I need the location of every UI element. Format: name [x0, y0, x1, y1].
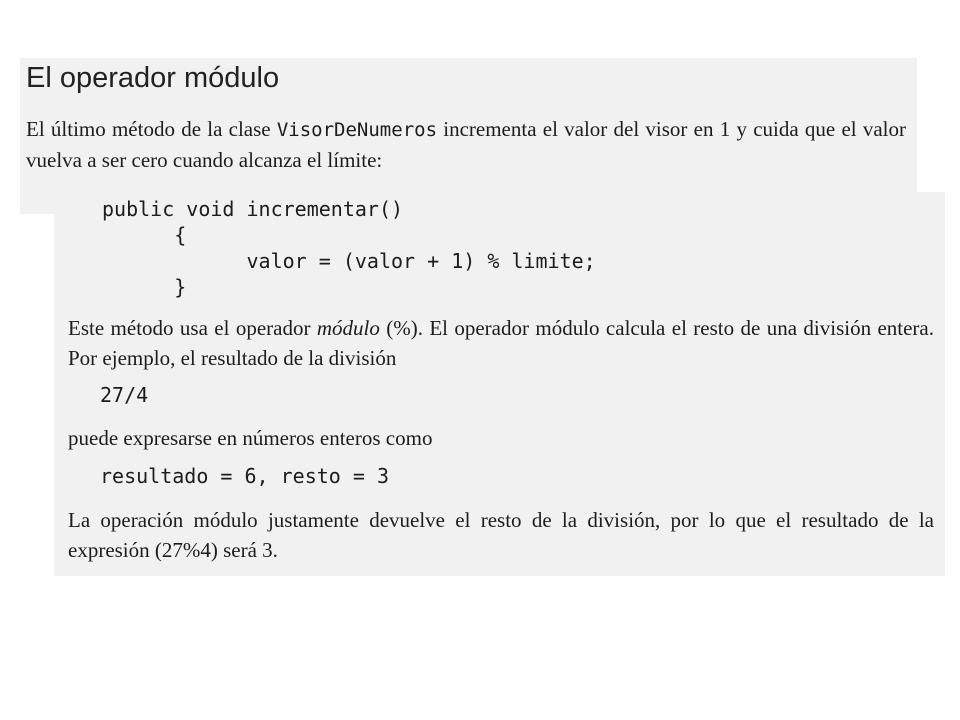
conclusion-paragraph: La operación módulo justamente devuelve el resto de la división, por lo que el resultado de la expresión (27%4) será 3. — [68, 508, 934, 562]
class-name: VisorDeNumeros — [276, 119, 438, 141]
code-block: public void incrementar() { valor = (valor + 1) % limite; } — [102, 197, 596, 299]
intro-text-after: incrementa el valor del visor en 1 y cuida que el valor vuelva a ser cero cuando alcanza el límite: — [26, 117, 906, 172]
intro-text-before: El último método de la clase — [26, 117, 277, 141]
para2-emphasis: módulo — [316, 316, 380, 340]
code-result: resultado = 6, resto = 3 — [100, 464, 389, 488]
para2-text-after: (%). El operador módulo calcula el resto de una división entera. Por ejemplo, el resultado de la división — [68, 316, 934, 370]
explanation-paragraph — [68, 313, 934, 373]
integer-paragraph: puede expresarse en números enteros como — [68, 426, 433, 450]
page-title: El operador módulo — [26, 62, 280, 94]
intro-paragraph — [26, 114, 906, 175]
para2-text-before: Este método usa el operador — [68, 316, 317, 340]
code-expression: 27/4 — [100, 383, 149, 407]
